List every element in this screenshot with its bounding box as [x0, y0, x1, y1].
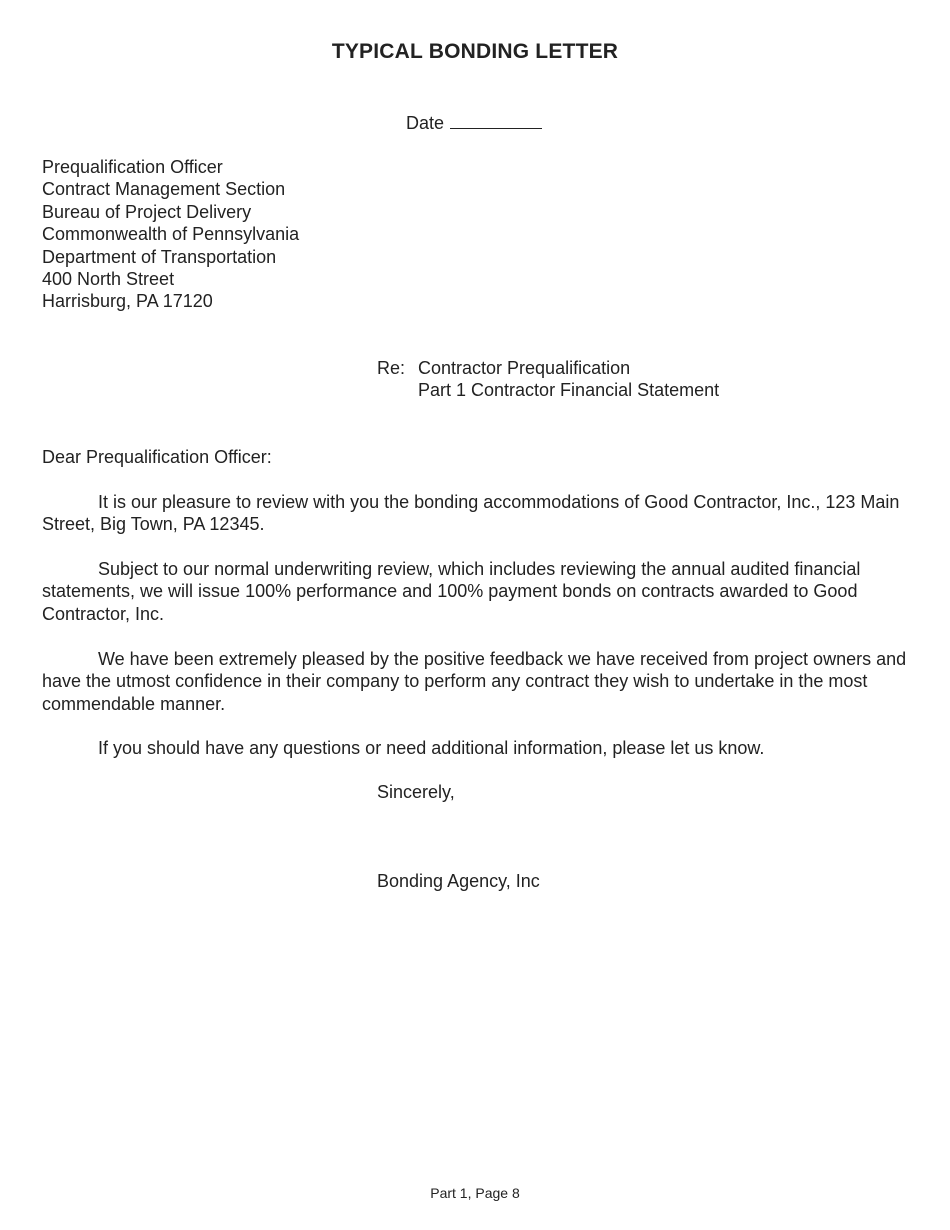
document-title: TYPICAL BONDING LETTER [331, 40, 619, 63]
address-line: Department of Transportation [42, 246, 277, 267]
page-footer: Part 1, Page 8 [430, 1185, 520, 1201]
salutation: Dear Prequalification Officer: [42, 447, 272, 467]
signer-name: Bonding Agency, Inc [377, 871, 540, 891]
re-label: Re: [377, 358, 406, 378]
address-line: 400 North Street [42, 269, 175, 290]
address-line: Bureau of Project Delivery [42, 201, 252, 222]
date-label: Date [406, 113, 445, 133]
address-line: Contract Management Section [42, 179, 286, 200]
re-line: Part 1 Contractor Financial Statement [418, 380, 720, 401]
closing: Sincerely, [377, 782, 455, 802]
date-line [406, 112, 542, 134]
body-paragraph: It is our pleasure to review with you the bonding accommodations of Good Contractor, Inc., 123 Main Street, Big Town, PA 12345. [42, 492, 900, 535]
body-paragraph: If you should have any questions or need additional information, please let us know. [98, 738, 765, 758]
address-line: Commonwealth of Pennsylvania [42, 224, 300, 245]
body-paragraph: Subject to our normal underwriting review, which includes reviewing the annual audited financial statements, we will issue 100% performance and 100% payment bonds on contracts awarded to Good Contractor, Inc. [42, 559, 861, 624]
address-line: Prequalification Officer [42, 157, 223, 177]
date-blank-field [450, 112, 542, 129]
address-line: Harrisburg, PA 17120 [42, 291, 213, 312]
subject-reference [377, 357, 719, 402]
re-line: Contractor Prequalification [418, 358, 631, 378]
recipient-address [42, 156, 299, 313]
body-paragraph: We have been extremely pleased by the positive feedback we have received from project owners and have the utmost confidence in their company to perform any contract they wish to undertake in the most commendable manner. [42, 649, 907, 714]
